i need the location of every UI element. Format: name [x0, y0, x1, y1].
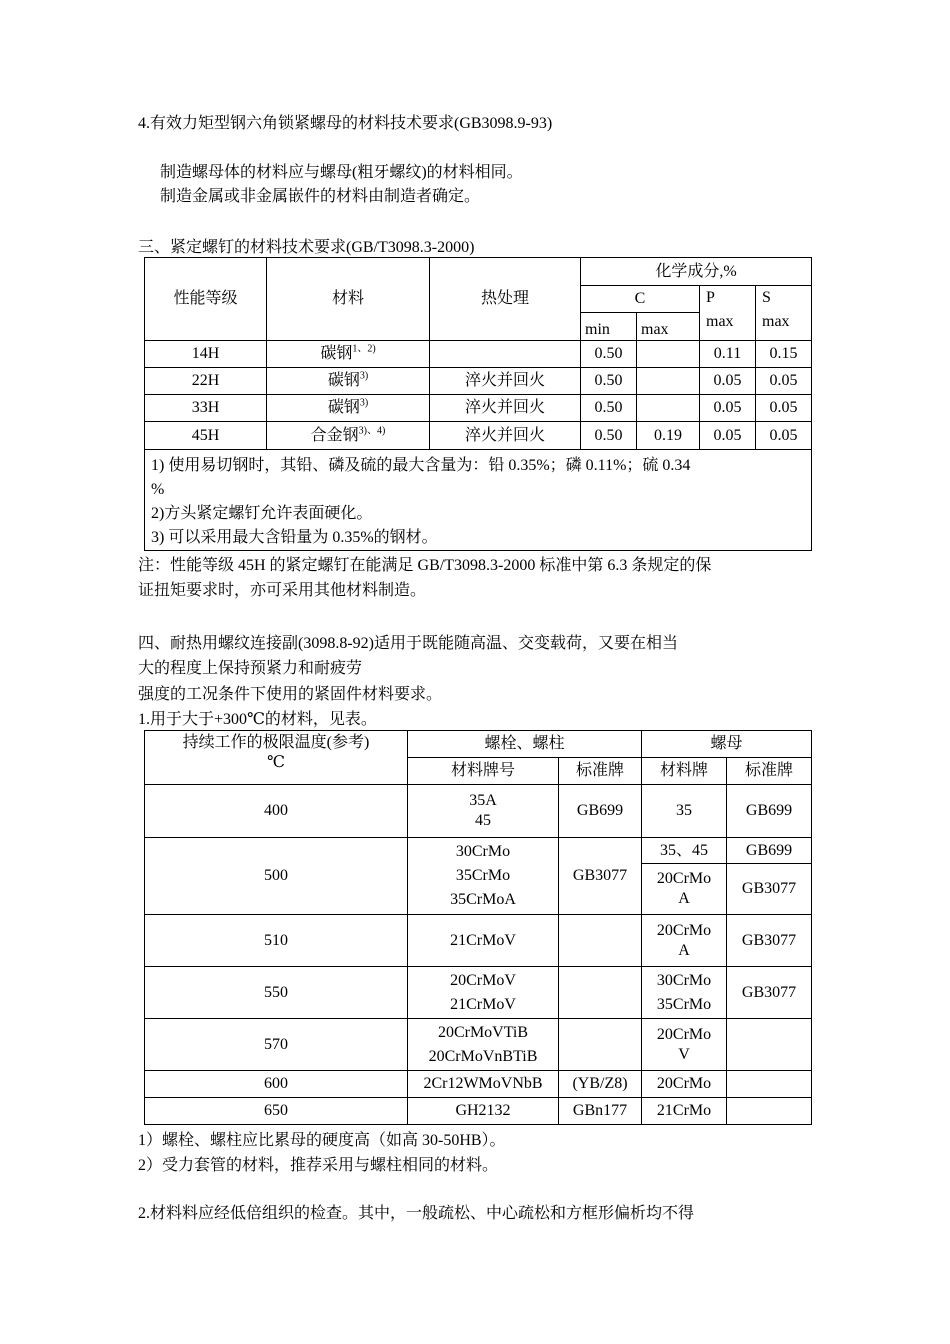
bolt-standard: GBn177 [559, 1098, 642, 1125]
bolt-standard [559, 967, 642, 1019]
header-temperature: 持续工作的极限温度(参考) ℃ [145, 731, 408, 785]
heat-treatment: 淬火并回火 [430, 395, 581, 422]
section-heading-four: 四、耐热用螺纹连接副(3098.8-92)适用于既能随高温、交变载荷，又要在相当 [138, 635, 678, 652]
table-row [145, 915, 812, 967]
s-max: 0.05 [756, 395, 812, 422]
table-row [145, 838, 812, 864]
nut-standard [727, 1071, 812, 1098]
section-heading-four-cont: 大的程度上保持预紧力和耐疲劳 [138, 660, 363, 677]
grade: 22H [145, 368, 267, 395]
table-row [145, 785, 812, 838]
c-max [637, 395, 700, 422]
temperature: 600 [145, 1071, 408, 1098]
header-bolt: 螺栓、螺柱 [408, 731, 642, 758]
c-min: 0.50 [581, 368, 637, 395]
section-note-cont: 证扭矩要求时，亦可采用其他材料制造。 [138, 582, 427, 599]
bolt-standard: GB699 [559, 785, 642, 838]
header-min: min [581, 313, 637, 341]
header-nut: 螺母 [642, 731, 812, 758]
nut-standard: GB3077 [727, 864, 812, 915]
p-max: 0.11 [700, 341, 756, 368]
table-row [145, 967, 812, 1019]
bolt-material: GH2132 [408, 1098, 559, 1125]
section-heading-four-cont: 强度的工况条件下使用的紧固件材料要求。 [138, 686, 443, 703]
material: 碳钢$^{3)}$ [267, 395, 430, 422]
header-bolt-material: 材料牌号 [408, 758, 559, 785]
c-min: 0.50 [581, 422, 637, 450]
table-row [145, 1098, 812, 1125]
nut-material: 30CrMo 35CrMo [642, 967, 727, 1019]
bolt-material: 20CrMoVTiB 20CrMoVnBTiB [408, 1019, 559, 1071]
bolt-standard [559, 915, 642, 967]
nut-material: 20CrMo V [642, 1019, 727, 1071]
nut-standard: GB699 [727, 785, 812, 838]
heat-treatment [430, 341, 581, 368]
nut-standard [727, 1098, 812, 1125]
c-max: 0.19 [637, 422, 700, 450]
nut-material: 21CrMo [642, 1098, 727, 1125]
bolt-material: 30CrMo 35CrMo 35CrMoA [408, 838, 559, 915]
bolt-material: 20CrMoV 21CrMoV [408, 967, 559, 1019]
section-heading-3: 三、紧定螺钉的材料技术要求(GB/T3098.3-2000) [138, 239, 475, 256]
note-2: 2)方头紧定螺钉允许表面硬化。 [151, 505, 373, 522]
nut-material: 20CrMo [642, 1071, 727, 1098]
c-min: 0.50 [581, 395, 637, 422]
grade: 45H [145, 422, 267, 450]
temperature: 550 [145, 967, 408, 1019]
header-nut-standard: 标准牌 [727, 758, 812, 785]
item-2: 2.材料料应经低倍组织的检查。其中，一般疏松、中心疏松和方框形偏析均不得 [138, 1205, 695, 1222]
header-p: P max [700, 286, 756, 341]
material: 合金钢$^{3)、4)}$ [267, 422, 430, 450]
paragraph: 制造螺母体的材料应与螺母(粗牙螺纹)的材料相同。 [160, 164, 523, 181]
note-3: 3) 可以采用最大含铅量为 0.35%的钢材。 [151, 529, 438, 546]
header-nut-material: 材料牌 [642, 758, 727, 785]
grade: 33H [145, 395, 267, 422]
p-max: 0.05 [700, 368, 756, 395]
temperature: 500 [145, 838, 408, 915]
bolt-material: 21CrMoV [408, 915, 559, 967]
note-1: 1) 使用易切钢时，其铅、磷及硫的最大含量为：铅 0.35%；磷 0.11%；硫 0.34 [151, 457, 691, 474]
nut-material: 35、45 [642, 838, 727, 864]
nut-standard [727, 1019, 812, 1071]
bolt-standard [559, 1019, 642, 1071]
temperature: 400 [145, 785, 408, 838]
heat-treatment: 淬火并回火 [430, 368, 581, 395]
bolt-material: 35A 45 [408, 785, 559, 838]
grade: 14H [145, 341, 267, 368]
heat-treatment: 淬火并回火 [430, 422, 581, 450]
header-heat-treatment: 热处理 [430, 258, 581, 341]
c-min: 0.50 [581, 341, 637, 368]
nut-material: 35 [642, 785, 727, 838]
footnote-2: 2）受力套管的材料，推荐采用与螺柱相同的材料。 [138, 1157, 499, 1174]
header-bolt-standard: 标准牌 [559, 758, 642, 785]
c-max [637, 368, 700, 395]
nut-standard: GB3077 [727, 915, 812, 967]
s-max: 0.05 [756, 368, 812, 395]
table-row [145, 1019, 812, 1071]
note-1-cont: % [151, 481, 165, 498]
header-material: 材料 [267, 258, 430, 341]
table-row [145, 1071, 812, 1098]
heat-resistant-material-table [144, 730, 812, 1125]
bolt-material: 2Cr12WMoVNbB [408, 1071, 559, 1098]
s-max: 0.15 [756, 341, 812, 368]
table-row [145, 422, 812, 450]
s-max: 0.05 [756, 422, 812, 450]
material: 碳钢$^{1、2)}$ [267, 341, 430, 368]
section-heading-4: 4.有效力矩型钢六角锁紧螺母的材料技术要求(GB3098.9-93) [138, 115, 553, 132]
section-note: 注：性能等级 45H 的紧定螺钉在能满足 GB/T3098.3-2000 标准中第 6.3 条规定的保 [138, 557, 712, 574]
nut-standard: GB3077 [727, 967, 812, 1019]
header-grade: 性能等级 [145, 258, 267, 341]
temperature: 510 [145, 915, 408, 967]
table-row [145, 341, 812, 368]
p-max: 0.05 [700, 395, 756, 422]
material: 碳钢$^{3)}$ [267, 368, 430, 395]
table-row [145, 368, 812, 395]
temperature: 570 [145, 1019, 408, 1071]
bolt-standard: GB3077 [559, 838, 642, 915]
c-max [637, 341, 700, 368]
footnote-1: 1）螺栓、螺柱应比累母的硬度高（如高 30-50HB）。 [138, 1132, 506, 1149]
header-s: S max [756, 286, 812, 341]
nut-material: 20CrMo A [642, 864, 727, 915]
header-chemical: 化学成分,% [581, 258, 812, 286]
table-notes [145, 450, 812, 551]
item-1: 1.用于大于+300℃的材料，见表。 [138, 711, 377, 728]
header-c: C [581, 286, 700, 313]
header-max: max [637, 313, 700, 341]
paragraph: 制造金属或非金属嵌件的材料由制造者确定。 [160, 188, 481, 205]
p-max: 0.05 [700, 422, 756, 450]
nut-material: 20CrMo A [642, 915, 727, 967]
bolt-standard: (YB/Z8) [559, 1071, 642, 1098]
temperature: 650 [145, 1098, 408, 1125]
nut-standard: GB699 [727, 838, 812, 864]
set-screw-material-table [144, 257, 812, 551]
table-row [145, 395, 812, 422]
